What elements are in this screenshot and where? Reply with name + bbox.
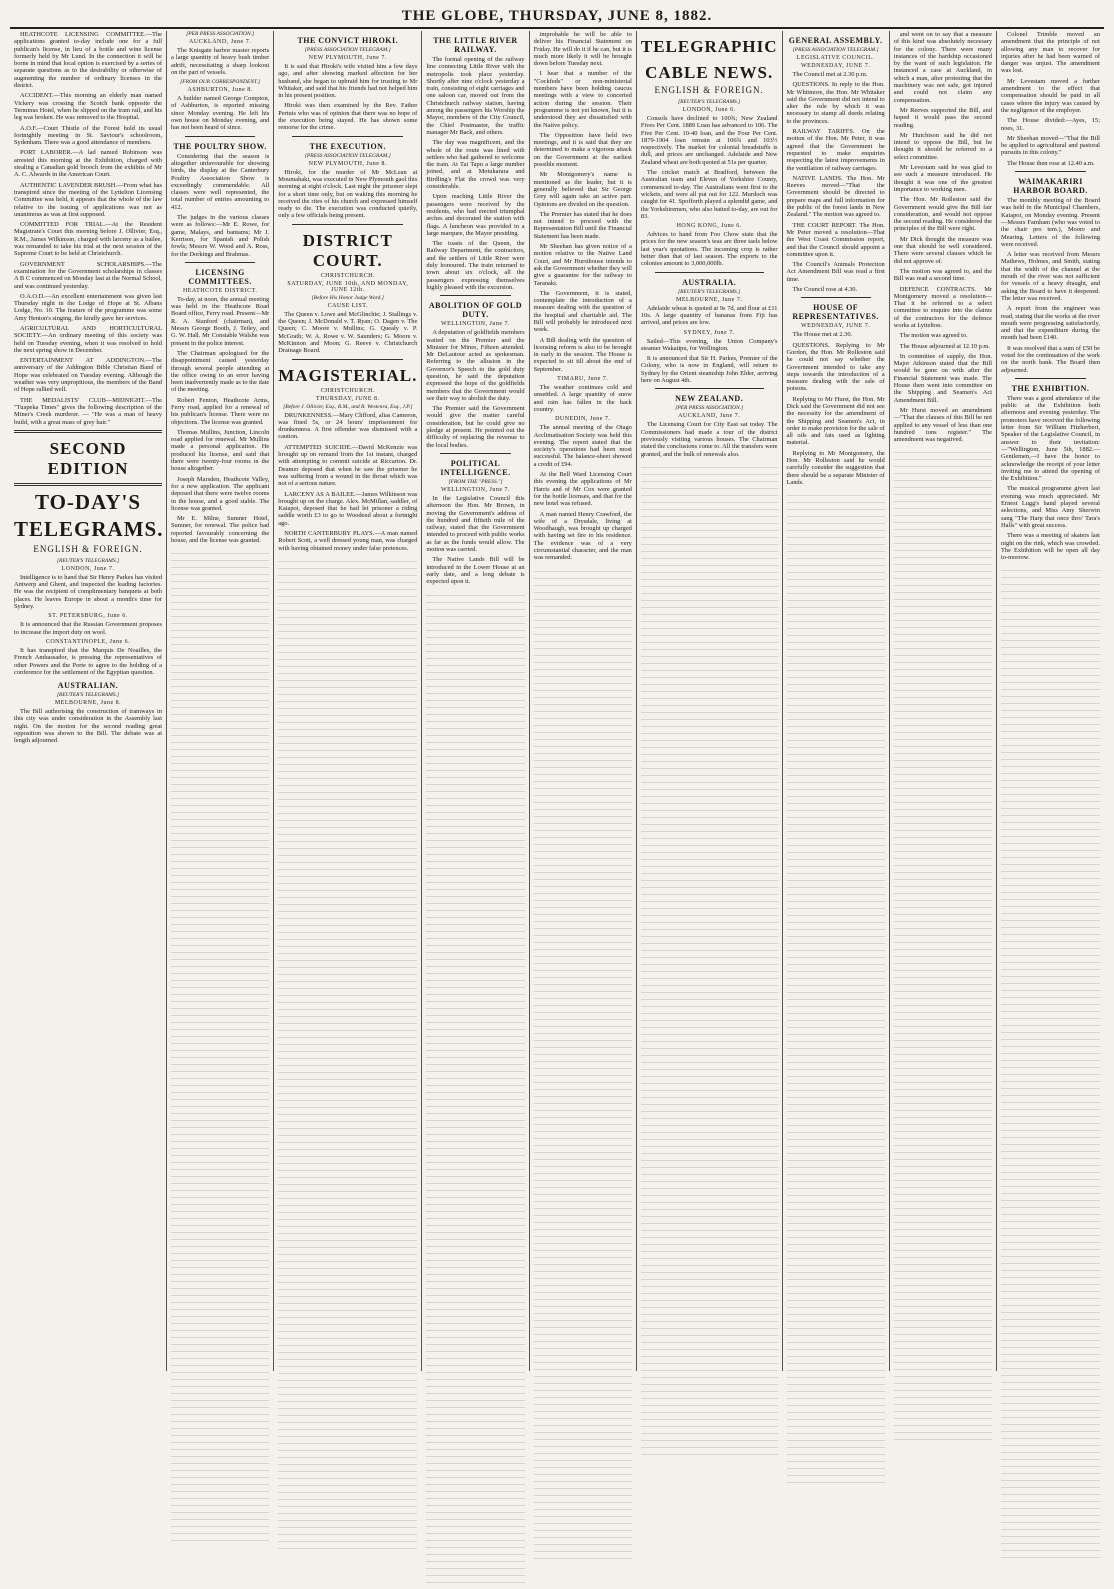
article-paragraph: Mr Levestam moved a further amendment to the effect that compensation should be paid in all cases where the injury was caused by the negligence of the employer. — [1001, 77, 1100, 114]
article-paragraph: RAILWAY TARIFFS. On the motion of the Hon. Mr Peter, it was agreed that the Government be requested to make enquiries respecting the latest improvements in the ventilation of railway carriages. — [786, 128, 885, 172]
dateline: CONSTANTINOPLE, June 6. — [45, 638, 131, 645]
dateline: NEW PLYMOUTH, June 7. — [308, 55, 387, 61]
article-paragraph: and went on to say that a measure of this kind was absolutely necessary for the colony. There were many instances of the hardship occasioned by the want of such legislation. He instanced a case at Auckland, in which a man, after protesting that the machinery was not safe, got injured and could not claim any compensation. — [893, 31, 993, 104]
article-paragraph: Consols have declined to 100¾; New Zealand Fives Per Cent. 1889 Loan has advanced to 106. The Five Per Cent. 10-40 loan, and the Four Per Cent. 1879-1904 loan remain at 106¾ and 103½ respectively. The market for colonial breadstuffs is dull, and prices are unchanged. Adelaide and New Zealand wheat are both quoted at 51s per quarter. — [640, 115, 778, 166]
divider — [14, 483, 162, 486]
article-paragraph: To-day, at noon, the annual meeting was held in the Heathcote Road Board office, Ferry road. Present—Mr R. A. Stanford (chairman), and Messrs George Booth, J. Tetley, and G. W. Hall. Mr Constable Walshe was present in the police interest. — [171, 295, 270, 347]
agency-line: [PER PRESS ASSOCIATION.] — [675, 405, 744, 412]
article-paragraph: Replying to Mr Hurst, the Hon. Mr Dick said the Government did not see the necessity for the amendment of the Shipping and Seamen's Act, in order to make provision for the sale of all oils and fats used as lighting material. — [786, 395, 885, 447]
column-9 — [997, 31, 1104, 1371]
article-paragraph: DEFENCE CONTRACTS. Mr Montgomery moved a resolution—That it be referred to a select committee to enquire into the claims of the contractors for the defence works at Lyttelton. — [893, 285, 993, 329]
text-filler — [1001, 564, 1100, 1564]
article-paragraph: Hiroki, for the murder of Mr McLean at Moumahaki, was executed in New Plymouth gaol this morning at eight o'clock. Last night the prisoner slept for a short time only, but on waking this morning he received the rites of his church and expressed himself ready to die. The execution was conducted quietly, only a few officials being present. — [278, 168, 418, 220]
article-paragraph: Replying to Mr Montgomery, the Hon. Mr Rolleston said he would carefully consider the suggestion that there should be a separate Minister of Lands. — [786, 449, 885, 486]
divider — [801, 297, 871, 298]
divider — [440, 453, 510, 454]
article-paragraph: Mr Levestam said he was glad to see such a measure introduced. He thought it was one of the greatest importance to working men. — [893, 164, 993, 193]
agency-line: [FROM THE "PRESS."] — [448, 478, 503, 485]
english-foreign-heading: ENGLISH & FOREIGN. — [33, 543, 143, 554]
divider — [292, 136, 403, 137]
sub-heading: LEGISLATIVE COUNCIL. — [796, 55, 875, 61]
column-7 — [783, 31, 890, 1371]
text-filler — [787, 489, 885, 1489]
agency-line: [PRESS ASSOCIATION TELEGRAM.] — [792, 47, 879, 53]
sub-heading: WEDNESDAY, JUNE 7. — [800, 63, 871, 69]
article-paragraph: The Premier said the Government would give the matter careful consideration, but he could give no pledge at present. He pointed out the difficulty of replacing the revenue to the local bodies. — [426, 405, 525, 449]
article-paragraph: The formal opening of the railway line connecting Little River with the metropolis took place yesterday. Shortly after nine o'clock yesterday a train, consisting of eight carriages and one saloon car, moved out from the Christchurch railway station, having among the passengers his Worship the Mayor, members of the City Council, the Chief Postmaster, the traffic manager Mr Back, and others. — [426, 56, 525, 136]
article-paragraph: It is said that Hiroki's wife visited him a few days ago, and after showing marked affection for her husband, she began to upbraid him for trusting to Mr Whitaker, and said that his friends had not helped him in his present position. — [278, 63, 418, 100]
article-paragraph: Adelaide wheat is quoted at 9s 7d, and flour at £11 10s. A large quantity of bananas from Fiji has arrived, and prices are low. — [640, 304, 778, 327]
article-paragraph: QUESTIONS. Replying to Mr Gordon, the Hon. Mr Rolleston said he could not say whether the Government intended to take any steps towards the introduction of a measure dealing with the sale of poisons. — [786, 341, 885, 393]
dateline: LONDON, June 6. — [682, 107, 736, 113]
article-paragraph: Joseph Marsden, Heathcote Valley, for a new application. The applicant deposed that there were twelve rooms in the house, and a good stable. The license was granted. — [171, 475, 270, 512]
sub-heading: WEDNESDAY, JUNE 7. — [800, 323, 871, 330]
divider — [1015, 171, 1086, 172]
article-paragraph: It is announced that the Russian Government proposes to increase the import duty on wool. — [14, 621, 162, 636]
dateline: MELBOURNE, June 8. — [54, 700, 122, 707]
dateline: SYDNEY, June 7. — [683, 329, 735, 336]
text-filler — [534, 565, 632, 1565]
sub-heading: CHRISTCHURCH. — [320, 272, 375, 279]
section-heading: LICENSING COMMITTEES. — [188, 267, 252, 286]
article-paragraph: The toasts of the Queen, the Railway Department, the contractors, and the settlers of Little River were duly honoured. The train returned to town about six o'clock, all the passengers expressing themselves highly pleased with the excursion. — [426, 240, 525, 291]
dateline: HONG KONG, June 6. — [676, 223, 742, 230]
article-paragraph: It is announced that Sir H. Parkes, Premier of the Colony, who is now in England, will return to Sydney by the Orient steamship John Elder, arriving here on August 4th. — [640, 355, 778, 385]
dateline: NEW PLYMOUTH, June 8. — [308, 160, 387, 167]
divider — [185, 136, 255, 137]
article-paragraph: The House then rose at 12.40 a.m. — [1007, 159, 1095, 167]
article-paragraph: THE MEDALISTS' CLUB—MIDNIGHT.—The "Tuapeka Times" gives the following description of the Miner's Creek murderer. — "He was a man of heavy build, with a great mass of grey hair." — [14, 396, 162, 426]
article-paragraph: improbable he will be able to deliver his Financial Statement on Friday. He will do it if he can, but it is much more likely it will be brought down before Tuesday next. — [533, 31, 632, 68]
text-filler — [641, 461, 778, 1461]
divider — [185, 262, 255, 263]
text-filler — [171, 547, 269, 1547]
sub-heading: HEATHCOTE DISTRICT. — [182, 287, 258, 294]
article-paragraph: The Premier has stated that he does not intend to proceed with the Representation Bill until the Financial Statement has been made. — [533, 210, 632, 240]
agency-line: [REUTER'S TELEGRAMS.] — [678, 99, 741, 105]
dateline: TIMARU, June 7. — [557, 376, 609, 383]
section-heading: THE EXECUTION. — [309, 141, 386, 151]
dateline: ASHBURTON, June 8. — [187, 87, 253, 94]
article-paragraph: The monthly meeting of the Board was held in the Municipal Chambers, Kaiapoi, on Monday evening. Present—Messrs Farnham (who was voted to the chair pro tem.), Moore and Mearing. Letters of the following were received. — [1001, 197, 1100, 248]
divider — [655, 388, 764, 389]
article-paragraph: HEATHCOTE LICENSING COMMITTEE.—The applications granted to-day include one for a full publican's license, in lieu of a bottle and wine license formerly held by Mr Lund. In the connection it will be borne in mind that local option is exercised by a series of separate questions as to the desirability or otherwise of augmenting the number of ordinary licenses in the district. — [14, 31, 162, 90]
article-paragraph: THE COURT REPORT. The Hon. Mr Peter moved a resolution—That the West Coast Commission report, and that the Council should appoint a committee upon it. — [786, 221, 885, 258]
article-paragraph: A letter was received from Messrs Mathews, Holmes, and Smith, stating that the width of the channel at the mouth of the river was not sufficient for vessels of a heavy draught, and asking the Board to have it deepened. The letter was received. — [1001, 251, 1100, 302]
article-paragraph: Mr Hurst moved an amendment—"That the clauses of this Bill be not applied to any vessel of less than one hundred tons register." The amendment was negatived. — [893, 406, 993, 444]
section-heading: POLITICAL INTELLIGENCE. — [440, 458, 511, 477]
agency-line: [Before His Honor Judge Ward.] — [311, 294, 384, 301]
section-heading: THE LITTLE RIVER RAILWAY. — [433, 36, 518, 54]
section-heading: AUSTRALIAN. — [57, 681, 119, 691]
agency-line: [PRESS ASSOCIATION TELEGRAM.] — [304, 152, 391, 159]
article-paragraph: The House divided:—Ayes, 15; noes, 31. — [1001, 117, 1100, 132]
article-paragraph: Considering that the season is altogether unfavourable for showing birds, the display at the Canterbury Poultry Association Show is exceedingly commendable. All classes were well represented, the total number of entries amounting to 412. — [171, 152, 270, 211]
article-paragraph: Hiroki was then examined by the Rev. Father Pertuis who was of opinion that there was no hope of the execution being stayed. He has shown some remorse for the crime. — [278, 102, 418, 132]
article-paragraph: PORT LABORER.—A lad named Robinson was arrested this morning at the Exhibition, charged with stealing a Canadian gold brooch from the exhibits of Mr A. C. Alwards in the American Court. — [14, 149, 162, 179]
article-paragraph: A builder named George Compton, of Ashburton, is reported missing since Monday evening. He left his own house on Monday evening, and has not been heard of since. — [171, 95, 270, 132]
article-paragraph: The annual meeting of the Otago Acclimatisation Society was held this evening. The report stated that the society's operations had been most successful. The balance-sheet showed a credit of £94. — [533, 424, 632, 468]
telegraphic-heading: TELEGRAPHIC — [640, 37, 778, 56]
divider — [440, 295, 510, 296]
agency-line: [REUTER'S TELEGRAMS.] — [56, 557, 120, 564]
article-paragraph: Mr E. Milne, Sumner Hotel, Sumner, for renewal. The police had reported favourably concerning the house, and the license was granted. — [171, 515, 270, 545]
article-paragraph: The Knisgate harbor master reports a large quantity of heavy bush timber adrift, necessitating a sharp lookout on the part of vessels. — [171, 47, 270, 76]
column-8 — [890, 31, 997, 1371]
article-paragraph: The cricket match at Bradford, between the Australian team and Eleven of Yorkshire County, commenced to-day. The Australians went first to the wickets, and were all put out for 122. Murdoch was caught for 41. Spofforth played a splendid game, and the Yorkshiremen, who also batted to-day, are out for 83. — [640, 169, 778, 220]
article-paragraph: The Council's Animals Protection Act Amendment Bill was read a first time. — [786, 261, 885, 283]
section-heading: THE POULTRY SHOW. — [173, 141, 267, 151]
article-paragraph: ATTEMPTED SUICIDE.—David McKenzie was brought up on remand from the 1st instant, charged with attempting to commit suicide at Riccarton. Dr. Deamer deposed that when he saw the prisoner he was suffering from a wound in the throat which was not of a serious nature. — [278, 443, 418, 488]
article-paragraph: The musical programme given last evening was much appreciated. Mr Ernest Lugg's band played several selections, and Miss Amy Sherwin sang "The Harp that once thro' Tara's Halls" with great success. — [1001, 485, 1100, 529]
column-1 — [10, 31, 167, 1371]
article-paragraph: The Council rose at 4.30. — [792, 286, 858, 294]
sub-heading: CAUSE LIST. — [327, 302, 368, 309]
divider — [655, 272, 764, 273]
article-paragraph: Sailed—This evening, the Union Company's steamer Wakatipu, for Wellington. — [640, 337, 778, 352]
section-heading: NEW ZEALAND. — [675, 394, 744, 404]
article-paragraph: The judges in the various classes were as follows:—Mr E. Rowe, for game, Malays, and bantams; Mr J. Kerrison, for Spanish and Polish fowls; Messrs W. Wood and A. Ross, for the Dorkings and Brahmas. — [171, 214, 270, 258]
article-paragraph: The day was magnificent, and the whole of the route was lined with settlers who had gathered to welcome the train. At Tai Tapu a large number joined, and at Motukarara and Birdling's Flat the crowd was very considerable. — [426, 139, 525, 191]
article-paragraph: At the Bell Ward Licensing Court this evening the applications of Mr Harris and of Mr Cox were granted for the bottle licenses, and that for the new hotel was refused. — [533, 471, 632, 508]
text-filler — [426, 589, 524, 1589]
section-heading: GENERAL ASSEMBLY. — [788, 36, 883, 45]
article-paragraph: The Opposition have held two meetings, and it is said that they are determined to make a vigorous attack on the Government at the earliest possible moment. — [533, 131, 632, 169]
article-paragraph: LARCENY AS A BAILEE.—James Wilkinson was brought up on the charge. Alex. McMillan, saddler, of Kaiapoi, deposed that he had let prisoner a riding saddle worth £3 to go to Woodend about a fortnight ago. — [278, 490, 418, 527]
telegrams-heading: TELEGRAMS. — [14, 516, 164, 541]
article-paragraph: GOVERNMENT SCHOLARSHIPS.—The examination for the Government scholarships in classes A B C commenced on Monday last at the Normal School, and was continued yesterday. — [14, 260, 162, 290]
divider — [1015, 378, 1086, 379]
todays-heading: TO-DAY'S — [34, 489, 142, 514]
article-paragraph: The weather continues cold and unsettled. A large quantity of snow and rain has fallen in the back country. — [533, 384, 632, 413]
agency-line: [PRESS ASSOCIATION TELEGRAM.] — [304, 47, 391, 53]
dateline: AUCKLAND, June 7. — [189, 39, 252, 45]
article-paragraph: Advices to hand from Foo Chow state that the prices for the new season's teas are three taels below last year's quotations. The incoming crop is rather better than that of last season. The exports to the colonies amount to 3,000,000lb. — [640, 231, 778, 268]
agency-line: [FROM OUR CORRESPONDENT.] — [180, 79, 261, 86]
article-paragraph: Mr Sheehan has given notice of a motion relative to the Native Land Court, and Mr Hursthouse intends to ask the Government whether they will give a guarantee for the railway to Taranaki. — [533, 243, 632, 287]
article-paragraph: QUESTIONS. In reply to the Hon. Mr Whitmore, the Hon. Mr Whitaker said the Government did not intend to alter the rule by which it was necessary to stamp all deeds relating to the provinces. — [786, 81, 885, 125]
article-paragraph: Robert Fenton, Heathcote Arms, Ferry road, applied for a renewal of his publican's license. There were no objections. The license was granted. — [171, 396, 270, 426]
english-foreign-heading: ENGLISH & FOREIGN. — [654, 85, 764, 95]
agency-line: [PER PRESS ASSOCIATION.] — [186, 31, 255, 37]
section-heading: AUSTRALIA. — [682, 277, 737, 287]
masthead: THE GLOBE, THURSDAY, JUNE 8, 1882. — [401, 8, 713, 24]
divider — [292, 359, 403, 360]
article-paragraph: The House met at 2.30. — [792, 331, 853, 339]
divider — [292, 224, 403, 225]
sub-heading: THURSDAY, JUNE 8. — [316, 395, 380, 402]
dateline: DUNEDIN, June 7. — [555, 416, 611, 423]
article-paragraph: NORTH CANTERBURY PLAYS.—A man named Robert Scott, a well dressed young man, was charged with having obtained money under false pretences. — [278, 529, 418, 552]
text-filler — [894, 446, 992, 1446]
article-paragraph: Mr Reeves supported the Bill, and hoped it would pass the second reading. — [893, 106, 993, 129]
column-5 — [530, 31, 637, 1371]
article-paragraph: AUTHENTIC LAVENDER BRUSH.—From what has transpired since the meeting of the Lyttelton Licensing Committee was held, it appears that the whole of the law relative to the issuing of applications was not as unanimous as was at first supposed. — [14, 181, 162, 218]
article-paragraph: It has transpired that the Marquis De Noailles, the French Ambassador, is pressing the representatives of other Powers and the Porte to agree to the holding of a conference for the settlement of the Egyptian question. — [14, 646, 162, 676]
article-paragraph: In the Legislative Council this afternoon the Hon. Mr Brown, in moving the Government's address of the hundred and fiftieth mile of the railway, stated that the Government intended to proceed with public works as far as the funds would allow. The motion was carried. — [426, 494, 525, 554]
article-paragraph: I hear that a number of the "Cockfeds" or non-ministerial members have been holding caucus meetings with a view to concerted action during the session. Their programme is not yet known, but it is understood they are dissatisfied with the Native policy. — [533, 70, 632, 129]
article-paragraph: ENTERTAINMENT AT ADDINGTON.—The anniversary of the Addington Bible Christian Band of Hope was celebrated on Tuesday evening. Although the weather was very unpropitious, the members of the Band of Hope rallied well. — [14, 357, 162, 394]
cable-news-heading: CABLE NEWS. — [645, 63, 774, 82]
article-paragraph: The Native Lands Bill will be introduced in the Lower House at an early date, and a long debate is expected upon it. — [426, 556, 525, 586]
dateline: WELLINGTON, June 7. — [440, 486, 510, 493]
article-paragraph: The Queen v. Lowe and McGlinchie; J. Stallings v. the Queen; J. McDonald v. T. Ryan; O. Dagen v. The Queen; C. Moore v. Mullins; G. Quealy v. P. McGrath; W. A. Rowe v. W. Saunders; G. Moore v. McKinnon and Moon; G. Reeve v. Christchurch Drainage Board. — [278, 310, 418, 355]
article-paragraph: Mr Dick thought the measure was one that should be well considered. There were several clauses which he did not approve of. — [893, 235, 993, 265]
section-heading: THE CONVICT HIROKI. — [297, 36, 399, 45]
article-paragraph: The Hon. Mr Rolleston said the Government would give the Bill fair consideration, and would not oppose the second reading. He considered the principles of the Bill were right. — [893, 196, 993, 233]
dateline: WELLINGTON, June 7. — [440, 321, 510, 328]
section-heading: ABOLITION OF GOLD DUTY. — [428, 301, 523, 320]
dateline: ST. PETERSBURG, June 6. — [48, 613, 128, 620]
article-paragraph: The motion was agreed to. — [899, 332, 968, 340]
dateline: LONDON, June 7. — [61, 565, 115, 572]
dateline: MELBOURNE, June 7. — [676, 296, 743, 303]
article-paragraph: AGRICULTURAL AND HORTICULTURAL SOCIETY.—An ordinary meeting of this society was held on Tuesday evening, when it was resolved to hold the next spring show in December. — [14, 324, 162, 354]
article-paragraph: The Council met at 2.30 p.m. — [792, 71, 868, 78]
article-paragraph: ACCIDENT.—This morning an elderly man named Vickery was crossing the Scotch bank opposite the Terminus Hotel, when he slipped on the tram rail, and his leg was broken. He was removed to the Hospital. — [14, 92, 162, 122]
column-2 — [167, 31, 274, 1371]
article-paragraph: A.O.F.—Court Thistle of the Forest hold its usual fortnightly meeting in St. Saviour's schoolroom, Sydenham. There was a good attendance of members. — [14, 124, 162, 147]
column-6 — [637, 31, 783, 1371]
columns — [10, 31, 1104, 1371]
sub-heading: CHRISTCHURCH. — [320, 387, 375, 394]
article-paragraph: Thomas Mullins, Junction, Lincoln road applied for renewal. Mr Mullins made a personal application. He produced his license, and said that there were twenty-four rooms in the house altogether. — [171, 428, 270, 473]
text-filler — [278, 555, 417, 1555]
column-4 — [422, 31, 529, 1371]
second-edition-heading: SECOND EDITION — [47, 438, 129, 478]
section-heading-large: MAGISTERIAL. — [278, 365, 418, 385]
sub-heading: SATURDAY, JUNE 10th, AND MONDAY, JUNE 12th. — [287, 280, 409, 293]
article-paragraph: DRUNKENNESS.—Mary Clifford, alias Cameron, was fined 5s, or 24 hours' imprisonment for drunkenness. A first offender was dismissed with a caution. — [278, 411, 418, 441]
agency-line: [REUTER'S TELEGRAMS.] — [678, 288, 741, 295]
article-paragraph: Mr Montgomery's name is mentioned as the leader, but it is generally believed that Sir George Grey will again take an active part. Opinions are divided on the question. — [533, 171, 632, 208]
column-3 — [274, 31, 422, 1371]
article-paragraph: The House adjourned at 12.10 p.m. — [899, 342, 990, 350]
article-paragraph: A Bill dealing with the question of licensing reform is also to be brought in early in the session. The House is expected to sit till about the end of September. — [533, 336, 632, 373]
article-paragraph: A report from the engineer was read, stating that the works at the river mouth were progressing satisfactorily, and that the expenditure during the month had been £140. — [1001, 305, 1100, 342]
article-paragraph: The Chairman apologised for the disappointment caused yesterday through several people attending at the office owing to an error having been inadvertently made as to the date of the meeting. — [171, 349, 270, 394]
article-paragraph: The Licensing Court for City East sat today. The Commissioners had made a tour of the district previously visiting various houses. The Chairman stated the conclusions come to. All the transfers were granted, and the bulk of renewals also. — [640, 421, 778, 458]
agency-line: [Before J. Ollivier, Esq., R.M., and R. Westenra, Esq., J.P.] — [283, 403, 413, 410]
article-paragraph: A deputation of goldfields members waited on the Premier and the Minister for Mines, Fifteen attended. Mr DeLautour acted as spokesman. Referring to the allusion in the Governor's Speech to the gold duty question, he said the deputation expressed the hope of the goldfields members that the Government would see their way to abolish the duty. — [426, 329, 525, 402]
article-paragraph: There was a meeting of skaters last night on the rink, which was crowded. The Exhibition will be open all day to-morrow. — [1001, 532, 1100, 562]
article-paragraph: A man named Henry Crawford, the wife of a Drysdale, living at Woodhaugh, was brought up charged with having set fire to his residence. The evidence was of a very circumstantial character, and the man was remanded. — [533, 510, 632, 562]
article-paragraph: The motion was agreed to, and the Bill was read a second time. — [893, 267, 993, 283]
article-paragraph: Mr Sheehan moved—"That the Bill be applied to agricultural and pastoral pursuits in this colony." — [1001, 134, 1100, 157]
article-paragraph: COMMITTED FOR TRIAL.—At the Resident Magistrate's Court this morning before J. Ollivier, Esq., R.M., James Wilkinson, charged with larceny as a bailee, was remanded to take his trial at the next session of the Supreme Court to be held at Christchurch. — [14, 221, 162, 258]
section-heading-large: DISTRICT COURT. — [302, 230, 393, 270]
article-paragraph: Mr Hutchison said he did not intend to oppose the Bill, but he thought it should be referred to a select committee. — [893, 131, 993, 161]
dateline: AUCKLAND, June 7. — [678, 413, 741, 420]
article-paragraph: Intelligence is to hand that Sir Henry Parkes has visited Antwerp and Ghent, and inspected the leading factories. He was the recipient of complimentary banquets at both places. He leaves Europe in about a month's time for Sydney. — [14, 573, 162, 611]
divider — [14, 430, 162, 433]
article-paragraph: Colonel Trimble moved an amendment that the principle of not allowing any man to recover for injuries after he had been warned of danger was unjust. The amendment was lost. — [1001, 31, 1100, 75]
article-paragraph: There was a good attendance of the public at the Exhibition both afternoon and evening yesterday. The promoters have received the following letter from Sir William Fitzherbert, Speaker of the Legislative Council, in answer to their invitation:—"Wellington, June 5th, 1882.—Gentlemen,—I have the honor to acknowledge the receipt of your letter inviting me to attend the opening of the Exhibition." — [1001, 394, 1100, 483]
article-paragraph: NATIVE LANDS. The Hon. Mr Reeves moved—"That the Government should be directed to prepare maps and full information for the public of the forest lands in New Zealand." The motion was agreed to. — [786, 174, 885, 219]
article-paragraph: In committee of supply, the Hon. Major Atkinson stated that the Bill would be gone on with after the Financial Statement was made. The House then went into committee on the Shipping and Seamen's Act Amendment Bill. — [893, 352, 993, 404]
section-heading: THE EXHIBITION. — [1011, 383, 1090, 393]
article-paragraph: O.A.O.D.—An excellent entertainment was given last Thursday night in the Lodge of Hope at St. Albans Lodge, No. 10. The feature of the programme was some Amy Henton's singing, the kindly gave her services. — [14, 292, 162, 322]
section-heading: HOUSE OF REPRESENTATIVES. — [792, 303, 879, 322]
article-paragraph: It was resolved that a sum of £50 be voted for the continuation of the work on the north bank. The Board then adjourned. — [1001, 344, 1100, 374]
section-heading: WAIMAKARIRI HARBOR BOARD. — [1013, 177, 1088, 196]
article-paragraph: Upon reaching Little River the passengers were received by the residents, who had erected triumphal arches and decorated the station with flags. A luncheon was provided in a large marquee, the Mayor presiding. — [426, 193, 525, 237]
article-paragraph: The Government, it is stated, contemplate the introduction of a measure dealing with the question of the hospital and charitable aid. The Bill will probably be introduced next week. — [533, 289, 632, 334]
masthead-rule — [10, 27, 1104, 29]
agency-line: [REUTER'S TELEGRAMS.] — [56, 692, 120, 699]
article-paragraph: The Bill authorising the construction of tramways in this city was under consideration in the Assembly last night. On the motion for the second reading great opposition was shown to the Bill. The debate was at length adjourned. — [14, 708, 162, 745]
